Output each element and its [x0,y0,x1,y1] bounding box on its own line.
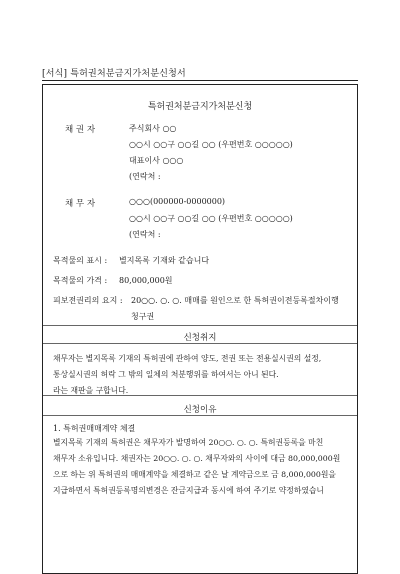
debtor-name-id: ○○○(000000-0000000) [129,197,226,206]
creditor-address: ○○시 ○○구 ○○길 ○○ (우편번호 ○○○○○) [129,140,293,149]
claim-value-cont: 청구권 [131,312,155,321]
reason-line: 으로 하는 위 특허권의 매매계약을 체결하고 같은 날 계약금으로 금 8,000,000원을 [53,470,336,479]
object-value: 별지목록 기재와 같습니다 [119,256,210,265]
creditor-contact: (연락처 : [129,172,161,181]
purpose-line: 통상실시권의 허락 그 밖의 일체의 처분행위를 하여서는 아니 된다. [53,370,279,379]
creditor-representative: 대표이사 ○○○ [129,156,184,165]
document-title: 특허권처분금지가처분신청 [147,102,253,112]
creditor-role-label: 채 권 자 [65,125,96,135]
divider-1 [43,325,357,326]
divider-3 [43,395,357,396]
price-label: 목적물의 가격 : [53,276,108,285]
purpose-line: 라는 재판을 구합니다. [53,386,129,395]
price-value: 80,000,000원 [119,276,173,285]
claim-value: 20○○. ○. ○. 매매를 원인으로 한 특허권이전등록절차이행 [131,296,339,305]
purpose-paragraph [53,351,349,399]
claim-label: 피보전권리의 요지 : [53,296,123,305]
debtor-role-label: 채 무 자 [65,199,96,209]
purpose-title: 신청취지 [183,333,217,343]
debtor-contact: (연락처 : [129,230,161,239]
document-box [42,84,358,574]
divider-4 [43,415,357,416]
reason-line: 채무자 소유입니다. 채권자는 20○○. ○. ○. 채무자와의 사이에 대금 80,000,000원 [53,454,341,463]
purpose-line: 채무자는 별지목록 기재의 특허권에 관하여 양도, 전권 또는 전용실시권의 설정, [53,354,322,363]
debtor-address: ○○시 ○○구 ○○길 ○○ (우편번호 ○○○○○) [129,214,293,223]
object-label: 목적물의 표시 : [53,256,108,265]
reason-subhead: 1. 특허권매매계약 체결 [53,424,136,433]
reason-line: 지급하면서 특허권등록명의변경은 잔금지급과 동시에 하여 주기로 약정하였습니 [53,486,324,495]
form-header-label: [서식] 특허권처분금지가처분신청서 [42,69,186,79]
reason-paragraph [53,435,349,499]
header-rule [42,80,358,81]
divider-2 [43,343,357,344]
creditor-company: 주식회사 ○○ [129,124,177,133]
reason-line: 별지목록 기재의 특허권은 채무자가 발명하여 20○○. ○. ○. 특허권등록을 마친 [53,438,324,447]
reason-title: 신청이유 [183,405,217,415]
